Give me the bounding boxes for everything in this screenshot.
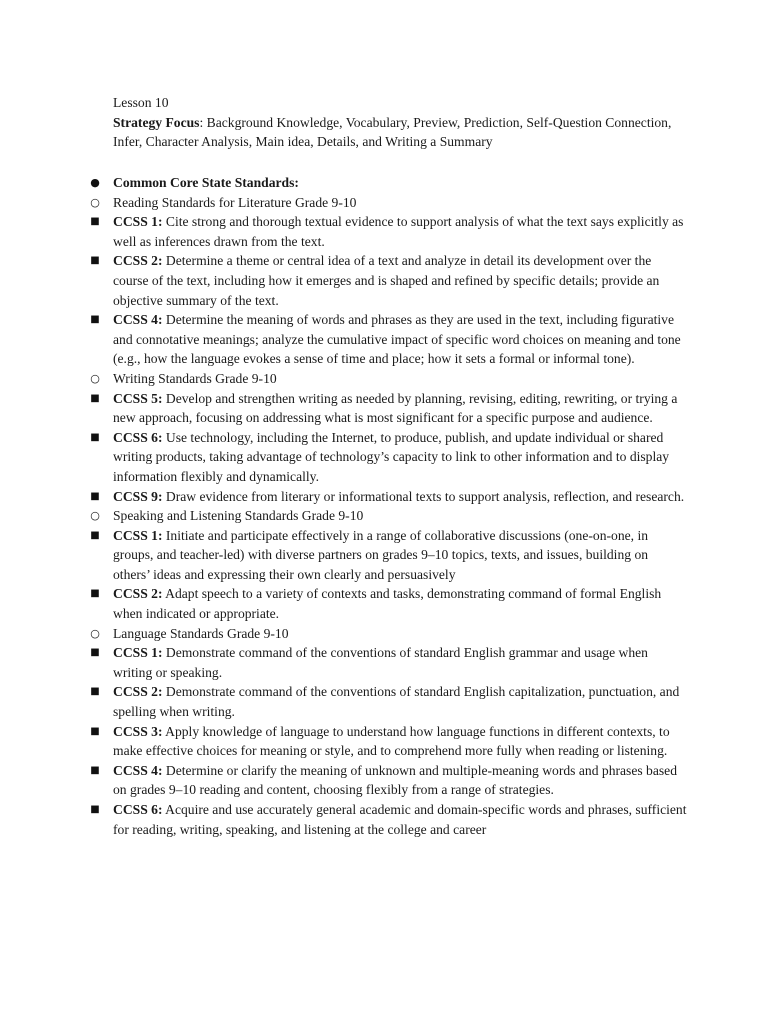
- list-item: [88, 526, 688, 585]
- item-bold: CCSS 9:: [113, 488, 163, 504]
- list-item: [88, 212, 688, 251]
- list-item: [88, 251, 688, 310]
- item-text: Language Standards Grade 9-10: [113, 625, 289, 641]
- bullet-square-icon: ■: [90, 686, 100, 698]
- item-bold: CCSS 2:: [113, 253, 163, 269]
- bullet-square-icon: ■: [90, 804, 100, 815]
- item-bold: CCSS 2:: [113, 586, 163, 602]
- bullet-square-icon: ■: [90, 588, 100, 600]
- item-text: Develop and strengthen writing as needed by planning, revising, editing, rewriting, or trying a new approach, focusing on addressing what is most significant for a specific purpose and audience.: [113, 390, 678, 426]
- bullet-circle-icon: ○: [90, 195, 100, 209]
- list-item: [88, 761, 688, 800]
- item-bold: CCSS 2:: [113, 684, 163, 700]
- item-text: Determine the meaning of words and phrases as they are used in the text, including figurative and connotative meanings; analyze the cumulative impact of specific word choices on meaning and tone (e.g., how the language evokes a sense of time and place; how it sets a formal or informal tone).: [113, 312, 681, 367]
- item-bold: CCSS 4:: [113, 762, 163, 778]
- standards-list: [88, 173, 688, 839]
- item-bold: CCSS 4:: [113, 312, 163, 328]
- list-item: [88, 428, 688, 487]
- bullet-square-icon: ■: [90, 725, 100, 737]
- bullet-square-icon: ■: [90, 216, 100, 228]
- bullet-square-icon: ■: [90, 529, 100, 541]
- list-item: [88, 173, 688, 193]
- item-bold: CCSS 5:: [113, 390, 163, 406]
- item-text: Cite strong and thorough textual evidence to support analysis of what the text says explicitly as well as inferences drawn from the text.: [113, 214, 684, 249]
- item-bold: CCSS 1:: [113, 527, 163, 543]
- item-bold: Common Core State Standards:: [113, 175, 299, 190]
- bullet-square-icon: ■: [90, 490, 100, 502]
- list-item: [88, 193, 688, 213]
- list-item: [88, 389, 688, 428]
- list-item: [88, 643, 688, 682]
- bullet-square-icon: ■: [90, 255, 100, 267]
- item-bold: CCSS 1:: [113, 214, 163, 230]
- list-item: [88, 506, 688, 526]
- list-item: [88, 722, 688, 761]
- item-text: Apply knowledge of language to understand how language functions in different contexts, to make effective choices for meaning or style, and to comprehend more fully when reading or listening.: [113, 723, 670, 759]
- list-item: [88, 310, 688, 369]
- list-item: [88, 800, 688, 839]
- lesson-title: Lesson 10: [113, 95, 169, 110]
- item-text: Speaking and Listening Standards Grade 9-10: [113, 508, 364, 524]
- item-bold: CCSS 6:: [113, 429, 163, 445]
- list-item: [88, 624, 688, 644]
- bullet-square-icon: ■: [90, 431, 100, 443]
- item-text: Writing Standards Grade 9-10: [113, 370, 277, 386]
- bullet-square-icon: ■: [90, 647, 100, 659]
- item-bold: CCSS 6:: [113, 802, 163, 817]
- bullet-circle-icon: ○: [90, 509, 100, 523]
- lesson-header: [113, 93, 673, 152]
- bullet-disc-icon: ●: [90, 176, 100, 189]
- list-item: [88, 682, 688, 721]
- item-text: Reading Standards for Literature Grade 9-10: [113, 194, 357, 210]
- bullet-circle-icon: ○: [90, 371, 100, 385]
- item-text: Determine a theme or central idea of a text and analyze in detail its development over the course of the text, including how it emerges and is shaped and refined by specific details; provide an objective summary of the text.: [113, 253, 660, 308]
- list-item: [88, 369, 688, 389]
- strategy-focus: [113, 113, 673, 152]
- bullet-square-icon: ■: [90, 764, 100, 776]
- strategy-focus-text: : Background Knowledge, Vocabulary, Preview, Prediction, Self-Question Connection, Infer, Character Analysis, Main idea, Details, and Writing a Summary: [113, 114, 672, 150]
- item-text: Adapt speech to a variety of contexts and tasks, demonstrating command of formal English when indicated or appropriate.: [113, 586, 662, 622]
- bullet-circle-icon: ○: [90, 626, 100, 640]
- list-item: [88, 487, 688, 507]
- item-text: Demonstrate command of the conventions of standard English capitalization, punctuation, and spelling when writing.: [113, 684, 680, 720]
- item-text: Demonstrate command of the conventions of standard English grammar and usage when writing or speaking.: [113, 645, 648, 680]
- item-text: Determine or clarify the meaning of unknown and multiple-meaning words and phrases based on grades 9–10 reading and content, choosing flexibly from a range of strategies.: [113, 762, 678, 798]
- item-text: Initiate and participate effectively in a range of collaborative discussions (one-on-one, in groups, and teacher-led) with diverse partners on grades 9–10 topics, texts, and issues, building on others’ ideas and expressing their own clearly and persuasively: [113, 527, 649, 582]
- item-bold: CCSS 1:: [113, 645, 163, 661]
- item-text: Use technology, including the Internet, to produce, publish, and update individual or shared writing products, taking advantage of technology’s capacity to link to other information and to display information flexibly and dynamically.: [113, 429, 670, 484]
- item-bold: CCSS 3:: [113, 723, 163, 739]
- strategy-focus-label: Strategy Focus: [113, 114, 200, 130]
- bullet-square-icon: ■: [90, 392, 100, 404]
- item-text: Draw evidence from literary or informational texts to support analysis, reflection, and research.: [162, 488, 685, 504]
- list-item: [88, 584, 688, 623]
- bullet-square-icon: ■: [90, 314, 100, 326]
- item-text: Acquire and use accurately general academic and domain-specific words and phrases, sufficient for reading, writing, speaking, and listening at the college and career: [113, 802, 687, 837]
